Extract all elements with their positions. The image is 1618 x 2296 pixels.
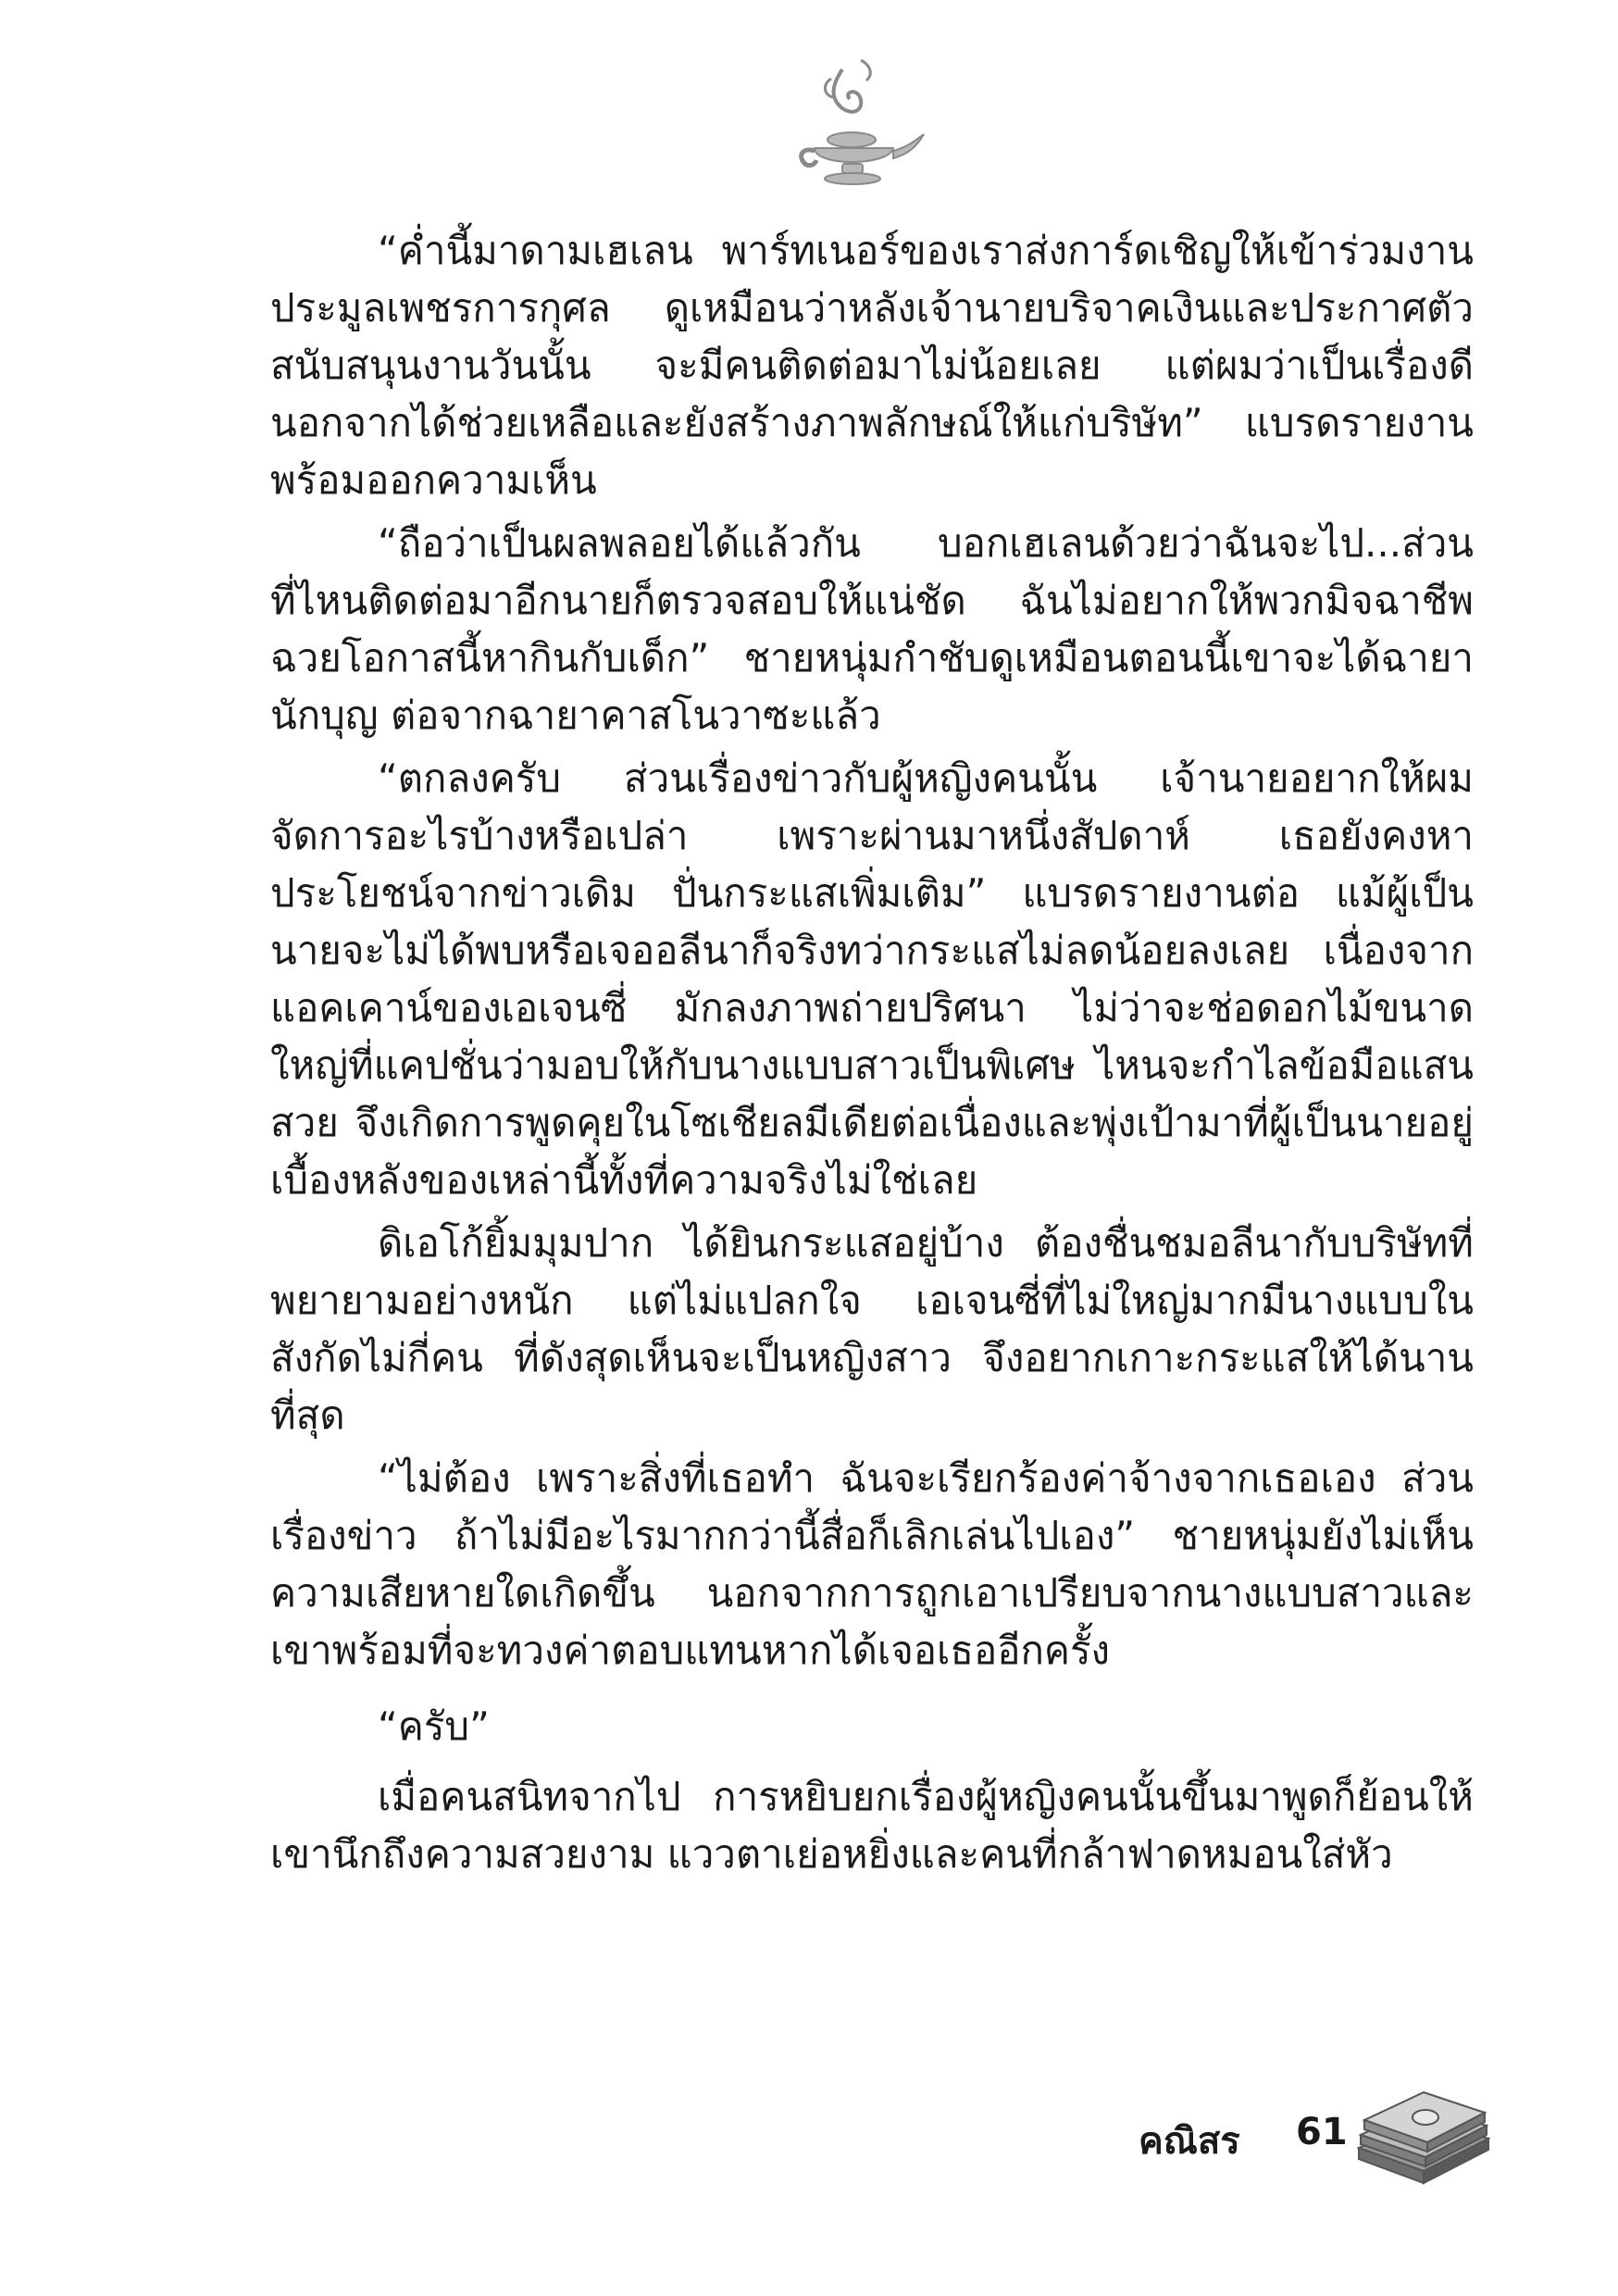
paragraph: “ไม่ต้อง เพราะสิ่งที่เธอทำ ฉันจะเรียกร้องค่าจ้างจากเธอเอง ส่วนเรื่องข่าว ถ้าไม่มีอะไรมากกว่านี้สื่อก็เลิกเล่นไปเอง” ชายหนุ่มยังไม่เห็นความเสียหายใดเกิดขึ้น นอกจากการถูกเอาเปรียบจากนางแบบสาวและเขาพร้อมที่จะทวงค่าตอบแทนหากได้เจอเธออีกครั้ง (270, 1455, 1474, 1673)
paragraph: “ตกลงครับ ส่วนเรื่องข่าวกับผู้หญิงคนนั้น เจ้านายอยากให้ผมจัดการอะไรบ้างหรือเปล่า เพราะผ่านมาหนึ่งสัปดาห์ เธอยังคงหาประโยชน์จากข่าวเดิม ปั่นกระแสเพิ่มเติม” แบรดรายงานต่อ แม้ผู้เป็นนายจะไม่ได้พบหรือเจออลีนาก็จริงทว่ากระแสไม่ลดน้อยลงเลย เนื่องจากแอคเคาน์ของเอเจนซี่ มักลงภาพถ่ายปริศนา ไม่ว่าจะช่อดอกไม้ขนาดใหญ่ที่แคปชั่นว่ามอบให้กับนางแบบสาวเป็นพิเศษ ไหนจะกำไลข้อมือแสนสวย จึงเกิดการพูดคุยในโซเชียลมีเดียต่อเนื่องและพุ่งเป้ามาที่ผู้เป็นนายอยู่เบื้องหลังของเหล่านี้ทั้งที่ความจริงไม่ใช่เลย (270, 755, 1474, 1203)
money-stack-icon (1350, 2083, 1498, 2185)
page-footer (1139, 2083, 1509, 2194)
genie-lamp-icon (778, 51, 926, 190)
body-text (270, 222, 1474, 1889)
paragraph: “ครับ” (378, 1703, 490, 1749)
paragraph: ดิเอโก้ยิ้มมุมปาก ได้ยินกระแสอยู่บ้าง ต้องชื่นชมอลีนากับบริษัทที่พยายามอย่างหนัก แต่ไม่แปลกใจ เอเจนซี่ที่ไม่ใหญ่มากมีนางแบบในสังกัดไม่กี่คน ที่ดังสุดเห็นจะเป็นหญิงสาว จึงอยากเกาะกระแสให้ได้นานที่สุด (270, 1220, 1474, 1438)
page-number: 61 (1296, 2111, 1348, 2153)
paragraph: “ค่ำนี้มาดามเฮเลน พาร์ทเนอร์ของเราส่งการ์ดเชิญให้เข้าร่วมงานประมูลเพชรการกุศล ดูเหมือนว่าหลังเจ้านายบริจาคเงินและประกาศตัวสนับสนุนงานวันนั้น จะมีคนติดต่อมาไม่น้อยเลย แต่ผมว่าเป็นเรื่องดีนอกจากได้ช่วยเหลือและยังสร้างภาพลักษณ์ให้แก่บริษัท” แบรดรายงานพร้อมออกความเห็น (270, 228, 1474, 503)
paragraph: “ถือว่าเป็นผลพลอยได้แล้วกัน บอกเฮเลนด้วยว่าฉันจะไป...ส่วนที่ไหนติดต่อมาอีกนายก็ตรวจสอบให้แน่ชัด ฉันไม่อยากให้พวกมิจฉาชีพฉวยโอกาสนี้หากินกับเด็ก” ชายหนุ่มกำชับดูเหมือนตอนนี้เขาจะได้ฉายานักบุญ ต่อจากฉายาคาสโนวาซะแล้ว (270, 520, 1474, 738)
book-title: คณิสร (1139, 2120, 1240, 2163)
paragraph: เมื่อคนสนิทจากไป การหยิบยกเรื่องผู้หญิงคนนั้นขึ้นมาพูดก็ย้อนให้เขานึกถึงความสวยงาม แววตาเย่อหยิ่งและคนที่กล้าฟาดหมอนใส่หัว (270, 1774, 1474, 1877)
